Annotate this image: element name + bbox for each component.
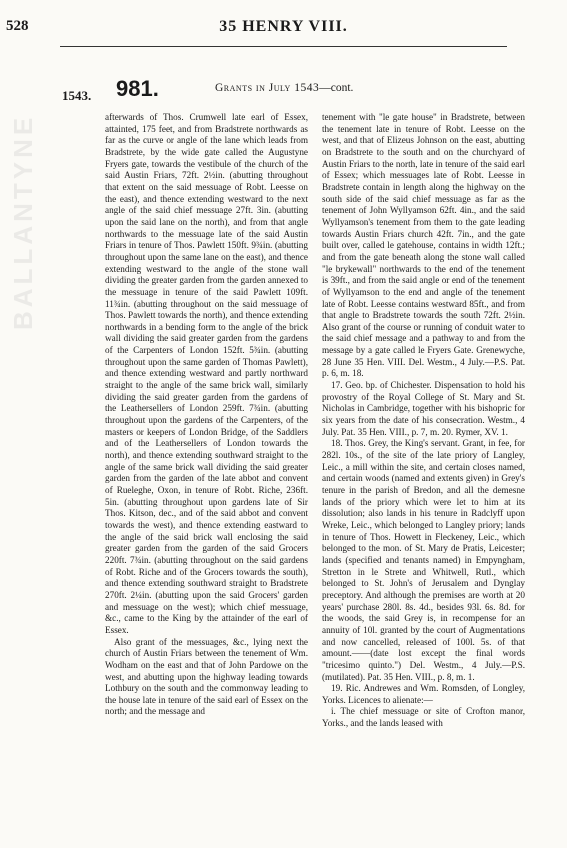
entry-heading-line: [70, 76, 567, 101]
running-title: 35 HENRY VIII.: [219, 18, 348, 35]
entry-heading-suffix: —cont.: [319, 82, 354, 94]
right-column: [322, 112, 525, 730]
paragraph: 19. Ric. Andrewes and Wm. Romsden, of Longley, Yorks. Licences to alienate:—: [322, 683, 525, 705]
paragraph: 18. Thos. Grey, the King's servant. Grant, in fee, for 282l. 10s., of the site of the late priory of Langley, Leic., a mill within the site, and certain closes named, and certain woods (named and extents given) in Grey's tenure in the parish of Bredon, and all the demesne lands of the priory which were let to him at its dissolution; also lands in his tenure in Radclyff upon Wreke, Leic., which belonged to Langley priory; lands in tenure of Thos. Howett in Fleckeney, Leic., which belonged to the mon. of St. Mary de Pratis, Leicester; lands (specified and tenants named) in Empyngham, Stretton in le Strete and Whitwell, Rutl., which belonged to St. John's of Jerusalem and Dynglay preceptory. And although the premises are worth at 20 years' purchase 280l. 8s. 4d., besides 93l. 6s. 8d. for the woods, the said Grey is, in recompense for an annuity of 10l. granted by the court of Augmentations and now cancelled, released of 100l. 5s. of that amount.——(date lost except the final words "tricesimo quinto.") Del. Westm., 4 July.—P.S. (mutilated). Pat. 35 Hen. VIII., p. 8, m. 1.: [322, 438, 525, 682]
margin-year: 1543.: [62, 88, 92, 103]
paragraph: i. The chief messuage or site of Crofton manor, Yorks., and the lands leased with: [322, 706, 525, 729]
entry-heading: [215, 82, 353, 94]
left-column: [105, 112, 308, 718]
entry-number: 981.: [116, 76, 159, 101]
entry-heading-title: Grants in July 1543: [215, 82, 320, 94]
header-rule: [60, 46, 507, 47]
paragraph: tenement with "le gate house" in Bradstrete, between the tenement late in tenure of Robt. Leesse on the west, and that of Elizeus Johnson on the east, abutting on Bradstrete to the south and on the churchyard of Austin Friars to the north, late in tenure of the said earl of Essex; which messuages late of Robt. Leesse in Bradstrete contain in length along the highway on the south side of the said chief messuage as far as the tenement of John Wyllyamson 62ft. 4in., and the said Wyllyamson's tenement from them to the gate leading towards Austin Friars church 42ft. 7in., and the gate built over, called le gatehouse, contains in width 12ft.; and from the gate beneath along the stone wall called "le brykewall" northwards to the end of the tenement is 39ft., and from the said angle or end of the tenement of Wyllyamson to the end and angle of the tenement late of Robt. Leesse contains westward 85ft., and from that angle to Bradstrete towards the south 72ft. 2½in. Also grant of the course or running of conduit water to the said chief message and a pathway to and from the message by a gate called le Fryers Gate. Grenewyche, 28 June 35 Hen. VIII. Del. Westm., 4 July.—P.S. Pat. p. 6, m. 18.: [322, 112, 525, 379]
paragraph: afterwards of Thos. Crumwell late earl of Essex, attainted, 175 feet, and from Bradstrete northwards as far as the curve or angle of the lane which leads from Bradstrete, by the wide gate called the Augustyne Fryers gate, towards the vestibule of the church of the said Austin Friars, 72ft. 2½in. (abutting throughout that extent on the said messuage of Robt. Leesse on the east), and thence extending westward to the next angle of the said chief messuage 27ft. 3in. (abutting upon the said lane on the north), and from that angle northwards to the messuage late of the said Austin Friars in tenure of Thos. Pawlett 150ft. 9¾in. (abutting throughout upon the same lane on the east), and thence extending westward to the angle of the stone wall dividing the greater garden from the garden annexed to the messuage in tenure of the said Pawlett 109ft. 11¾in. (abutting throughout on the said messuage of Thos. Pawlett towards the north), and thence extending northwards in a bending form to the angle of the brick wall dividing the said greater garden from the gardens of the Carpenters of London 152ft. 5¾in. (abutting throughout upon the same garden of Thomas Pawlett), and thence extending westward and partly northward straight to the angle of the same brick wall, similarly dividing the said greater garden from the gardens of the Leathersellers of London 259ft. 7¾in. (abutting throughout upon the gardens of the Carpenters, of the masters or keepers of London Bridge, of the Saddlers and of the Leathersellers of London towards the north), and thence extending southward straight to the angle of the same brick wall dividing the said greater garden from the garden of the late abbot and convent of Rueleghe, Oxon, in tenure of Robt. Riche, 236ft. 5in. (abutting throughout upon gardens late of Sir Thos. Kitson, dec., and of the said abbot and convent towards the west), and thence extending eastward to the angle of the said brick wall enclosing the said greater garden from the garden of the said Grocers 220ft. 7¾in. (abutting throughout on the said gardens of Robt. Riche and of the Grocers towards the south), and thence extending southward straight to Bradstrete 270ft. 2¼in. (abutting upon the said Grocers' garden and messuage on the west); which chief messuage, &c., came to the King by the attainder of the earl of Essex.: [105, 112, 308, 635]
paragraph: 17. Geo. bp. of Chichester. Dispensation to hold his provostry of the Royal College of St. Mary and St. Nicholas in Cambridge, together with his bishopric for six years from the date of his consecration. Westm., 4 July. Pat. 35 Hen. VIII., p. 7, m. 20. Rymer, XV. 1.: [322, 380, 525, 437]
page-header: [0, 18, 567, 38]
watermark: BALLANTYNE: [8, 113, 38, 330]
page-number: 528: [6, 18, 29, 34]
paragraph: Also grant of the messuages, &c., lying next the church of Austin Friars between the tenement of Wm. Wodham on the east and that of John Pardowe on the west, and abutting upon the highway leading towards Lothbury on the south and the commonway leading to the house late in tenure of the said earl of Essex on the north; and the message and: [105, 636, 308, 717]
